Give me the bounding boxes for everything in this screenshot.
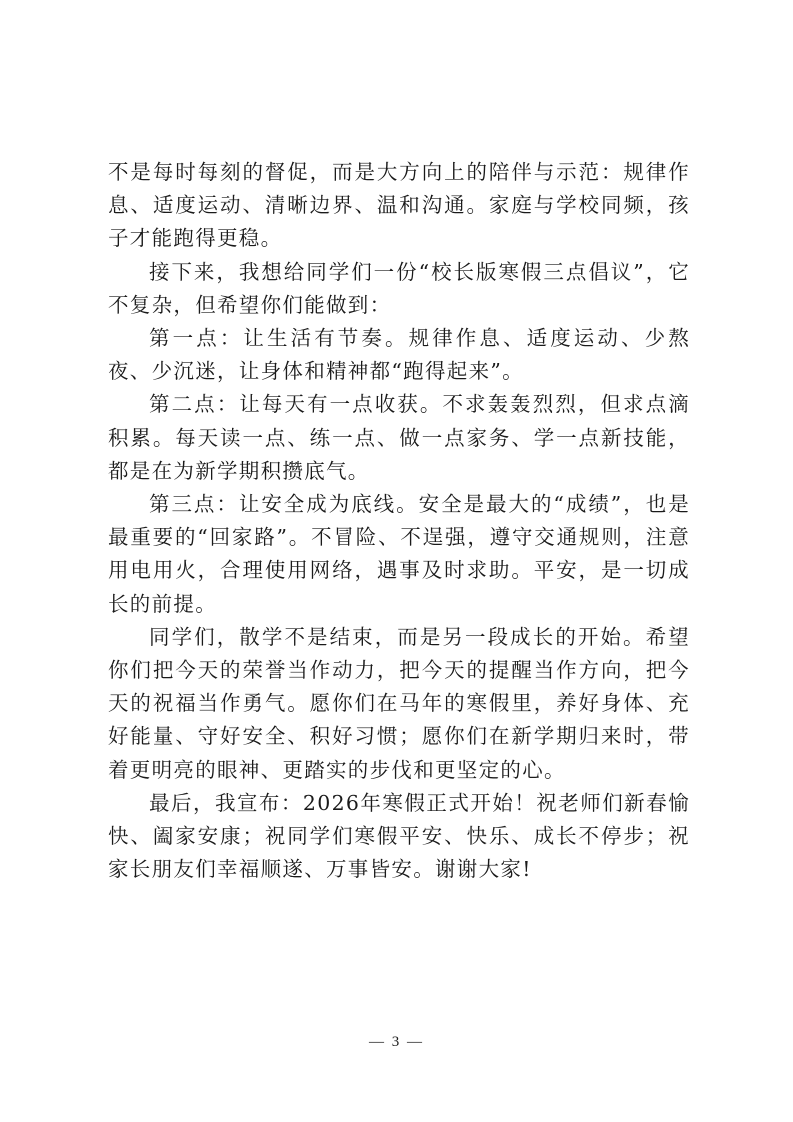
page-number: — 3 — [369, 1034, 424, 1050]
paragraph-point-one: 第一点：让生活有节奏。规律作息、适度运动、少熬夜、少沉迷，让身体和精神都“跑得起来”。 [108, 326, 690, 384]
paragraph-proposal-intro: 接下来，我想给同学们一份“校长版寒假三点倡议”，它不复杂，但希望你们能做到： [108, 259, 690, 317]
speech-body [108, 156, 690, 886]
paragraph-point-two: 第二点：让每天有一点收获。不求轰轰烈烈，但求点滴积累。每天读一点、练一点、做一点家务、学一点新技能，都是在为新学期积攒底气。 [108, 392, 690, 483]
paragraph-point-three: 第三点：让安全成为底线。安全是最大的“成绩”，也是最重要的“回家路”。不冒险、不逞强，遵守交通规则，注意用电用火，合理使用网络，遇事及时求助。平安，是一切成长的前提。 [108, 492, 690, 616]
paragraph-hopes: 同学们，散学不是结束，而是另一段成长的开始。希望你们把今天的荣誉当作动力，把今天的提醒当作方向，把今天的祝福当作勇气。愿你们在马年的寒假里，养好身体、充好能量、守好安全、积好习惯；愿你们在新学期归来时，带着更明亮的眼神、更踏实的步伐和更坚定的心。 [108, 624, 690, 782]
paragraph-closing: 最后，我宣布：2026年寒假正式开始！祝老师们新春愉快、阖家安康；祝同学们寒假平安、快乐、成长不停步；祝家长朋友们幸福顺遂、万事皆安。谢谢大家! [108, 790, 690, 882]
paragraph-continuation: 不是每时每刻的督促，而是大方向上的陪伴与示范：规律作息、适度运动、清晰边界、温和沟通。家庭与学校同频，孩子才能跑得更稳。 [108, 160, 690, 251]
